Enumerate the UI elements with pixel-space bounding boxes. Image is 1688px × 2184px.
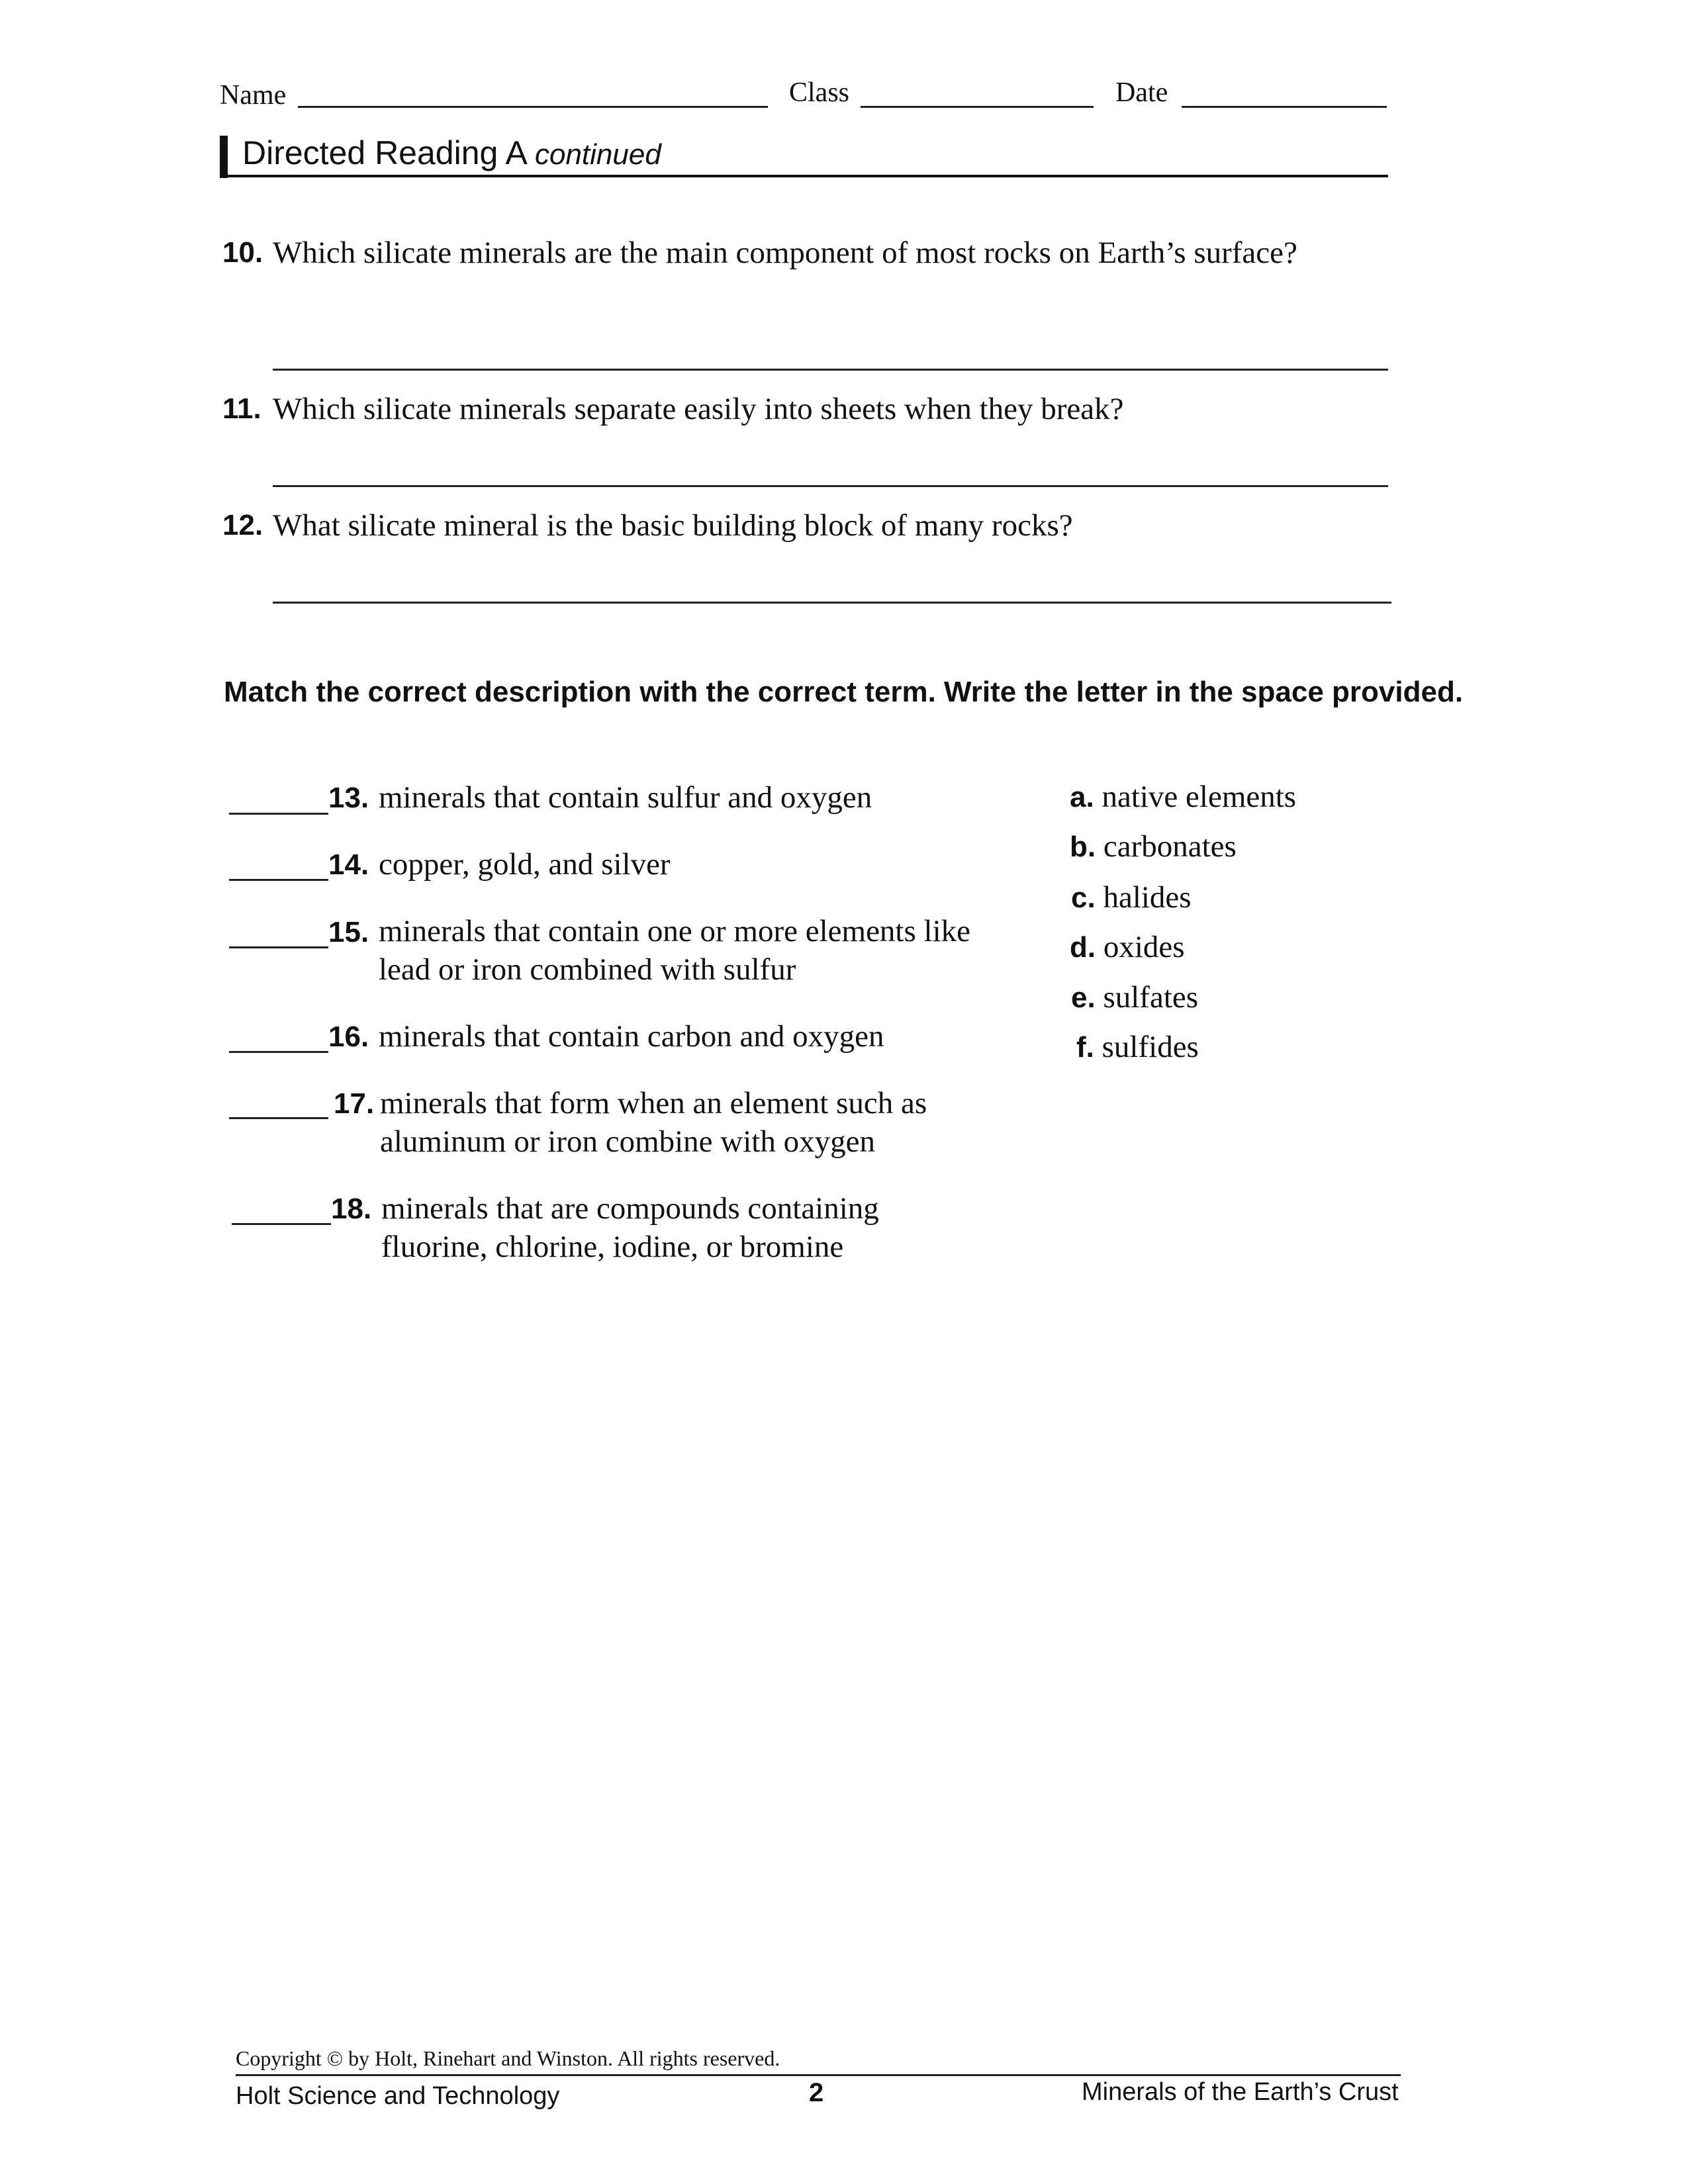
date-label: Date xyxy=(1115,77,1168,108)
item-number: 13. xyxy=(328,782,369,814)
option-d: d. oxides xyxy=(1070,930,1185,964)
answer-line-11[interactable] xyxy=(273,485,1388,487)
copyright-notice: Copyright © by Holt, Rinehart and Winston. All rights reserved. xyxy=(236,2046,780,2070)
footer-rule xyxy=(236,2074,1401,2076)
page-title-sub: continued xyxy=(534,138,661,171)
item-text: minerals that are compounds containing fluorine, chlorine, iodine, or bromine xyxy=(381,1191,879,1264)
item-text: copper, gold, and silver xyxy=(379,847,671,882)
publisher-name: Holt Science and Technology xyxy=(236,2082,560,2110)
question-text: What silicate mineral is the basic building block of many rocks? xyxy=(273,508,1073,543)
answer-blank-17[interactable] xyxy=(229,1117,328,1119)
item-number: 18. xyxy=(331,1193,372,1225)
chapter-title: Minerals of the Earth’s Crust xyxy=(1082,2078,1399,2106)
option-f: f. sulfides xyxy=(1076,1030,1199,1064)
option-c: c. halides xyxy=(1071,880,1192,915)
name-field[interactable] xyxy=(298,106,768,108)
item-text: minerals that contain sulfur and oxygen xyxy=(379,780,872,815)
question-number: 12. xyxy=(222,509,263,541)
question-10 xyxy=(222,233,1321,273)
option-a: a. native elements xyxy=(1070,780,1297,814)
answer-line-12[interactable] xyxy=(273,602,1391,604)
item-text: minerals that contain one or more elements like lead or iron combined with sulfur xyxy=(379,914,971,987)
page-title xyxy=(242,134,661,172)
answer-blank-15[interactable] xyxy=(229,946,328,948)
answer-line-10[interactable] xyxy=(273,369,1388,371)
question-12 xyxy=(222,506,1348,545)
question-11 xyxy=(222,389,1348,429)
item-number: 14. xyxy=(328,848,369,881)
answer-blank-13[interactable] xyxy=(229,813,328,815)
title-bar xyxy=(220,136,228,178)
page-number: 2 xyxy=(809,2078,824,2107)
item-number: 17. xyxy=(334,1087,375,1120)
question-text: Which silicate minerals separate easily into sheets when they break? xyxy=(273,392,1124,426)
option-b: b. carbonates xyxy=(1070,829,1237,864)
item-number: 15. xyxy=(328,916,369,948)
date-field[interactable] xyxy=(1182,106,1387,108)
answer-blank-16[interactable] xyxy=(229,1051,328,1053)
option-e: e. sulfates xyxy=(1071,980,1199,1015)
matching-instructions: Match the correct description with the correct term. Write the letter in the space provided. xyxy=(224,676,1464,708)
title-rule xyxy=(220,175,1388,177)
class-label: Class xyxy=(789,77,850,108)
name-label: Name xyxy=(220,80,287,111)
question-text: Which silicate minerals are the main component of most rocks on Earth’s surface? xyxy=(273,236,1297,270)
question-number: 11. xyxy=(222,392,261,425)
answer-blank-18[interactable] xyxy=(232,1223,331,1225)
answer-blank-14[interactable] xyxy=(229,879,328,881)
item-text: minerals that contain carbon and oxygen xyxy=(379,1019,884,1054)
page-title-main: Directed Reading A xyxy=(242,134,526,171)
item-number: 16. xyxy=(328,1021,369,1053)
item-text: minerals that form when an element such as aluminum or iron combine with oxygen xyxy=(380,1086,927,1159)
question-number: 10. xyxy=(222,236,263,269)
class-field[interactable] xyxy=(861,106,1094,108)
